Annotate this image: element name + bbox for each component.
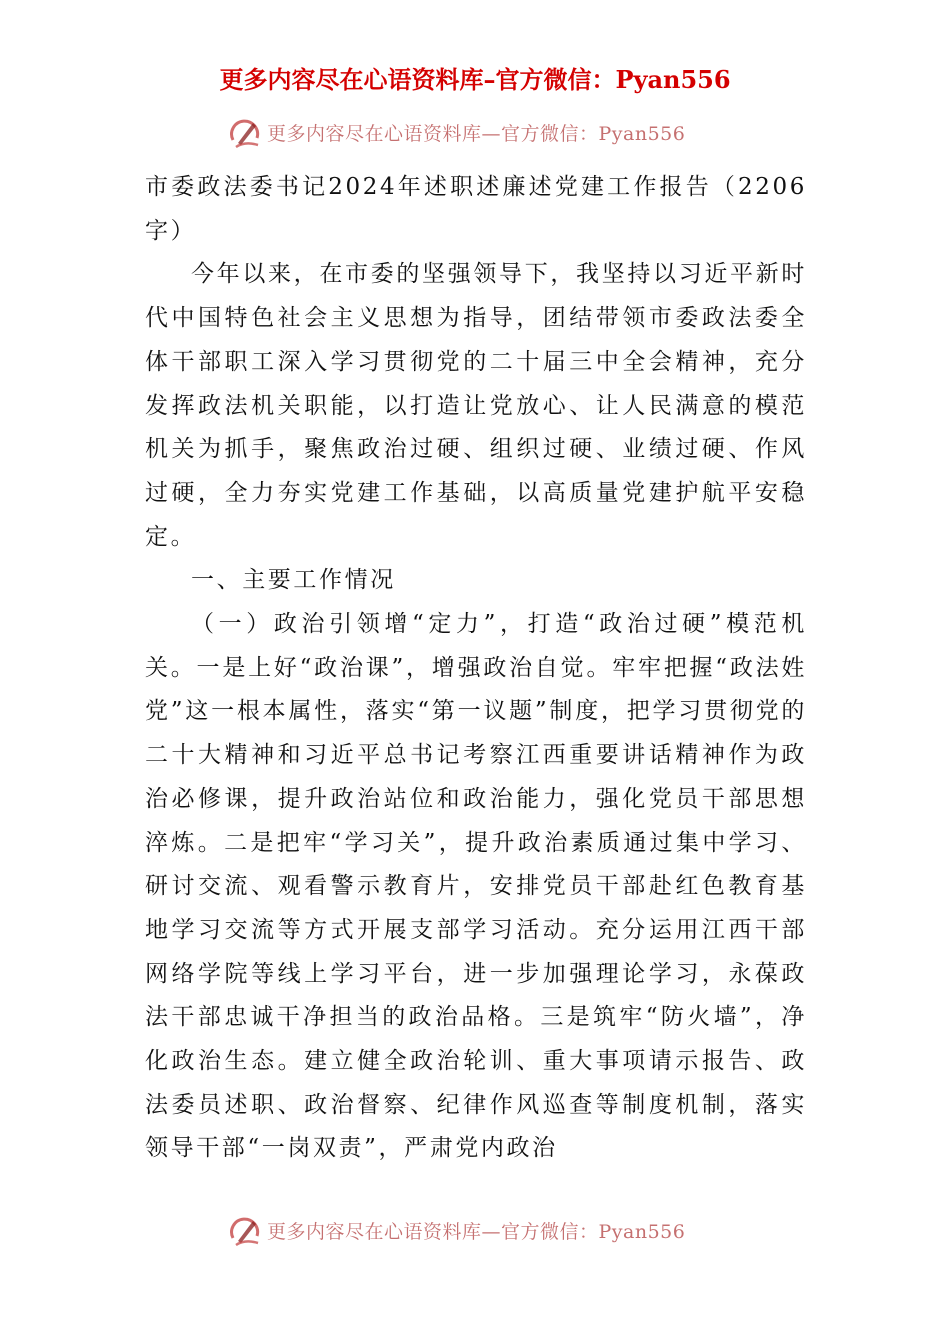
pen-circle-logo-icon — [227, 114, 263, 150]
watermark-text: 更多内容尽在心语资料库—官方微信：Pyan556 — [267, 1220, 686, 1243]
section-heading: 一、主要工作情况 — [191, 567, 396, 594]
document-title: 市委政法委书记2024年述职述廉述党建工作报告（2206字） — [145, 174, 807, 244]
top-banner: 更多内容尽在心语资料库–官方微信：Pyan556 — [219, 65, 731, 94]
pen-circle-logo-icon — [227, 1212, 263, 1248]
watermark-text: 更多内容尽在心语资料库—官方微信：Pyan556 — [267, 122, 686, 145]
header-watermark — [227, 112, 685, 152]
footer-watermark — [227, 1210, 685, 1250]
paragraph: 今年以来，在市委的坚强领导下，我坚持以习近平新时代中国特色社会主义思想为指导，团结带领市委政法委全体干部职工深入学习贯彻党的二十届三中全会精神，充分发挥政法机关职能，以打造让党放心、让人民满意的模范机关为抓手，聚焦政治过硬、组织过硬、业绩过硬、作风过硬，全力夯实党建工作基础，以高质量党建护航平安稳定。 — [145, 261, 807, 550]
document-body — [145, 166, 807, 1171]
paragraph: （一）政治引领增“定力”，打造“政治过硬”模范机关。一是上好“政治课”，增强政治自觉。牢牢把握“政法姓党”这一根本属性，落实“第一议题”制度，把学习贯彻党的二十大精神和习近平总书记考察江西重要讲话精神作为政治必修课，提升政治站位和政治能力，强化党员干部思想淬炼。二是把牢“学习关”，提升政治素质通过集中学习、研讨交流、观看警示教育片，安排党员干部赴红色教育基地学习交流等方式开展支部学习活动。充分运用江西干部网络学院等线上学习平台，进一步加强理论学习，永葆政法干部忠诚干净担当的政治品格。三是筑牢“防火墙”，净化政治生态。建立健全政治轮训、重大事项请示报告、政法委员述职、政治督察、纪律作风巡查等制度机制，落实领导干部“一岗双责”，严肃党内政治 — [145, 611, 807, 1162]
